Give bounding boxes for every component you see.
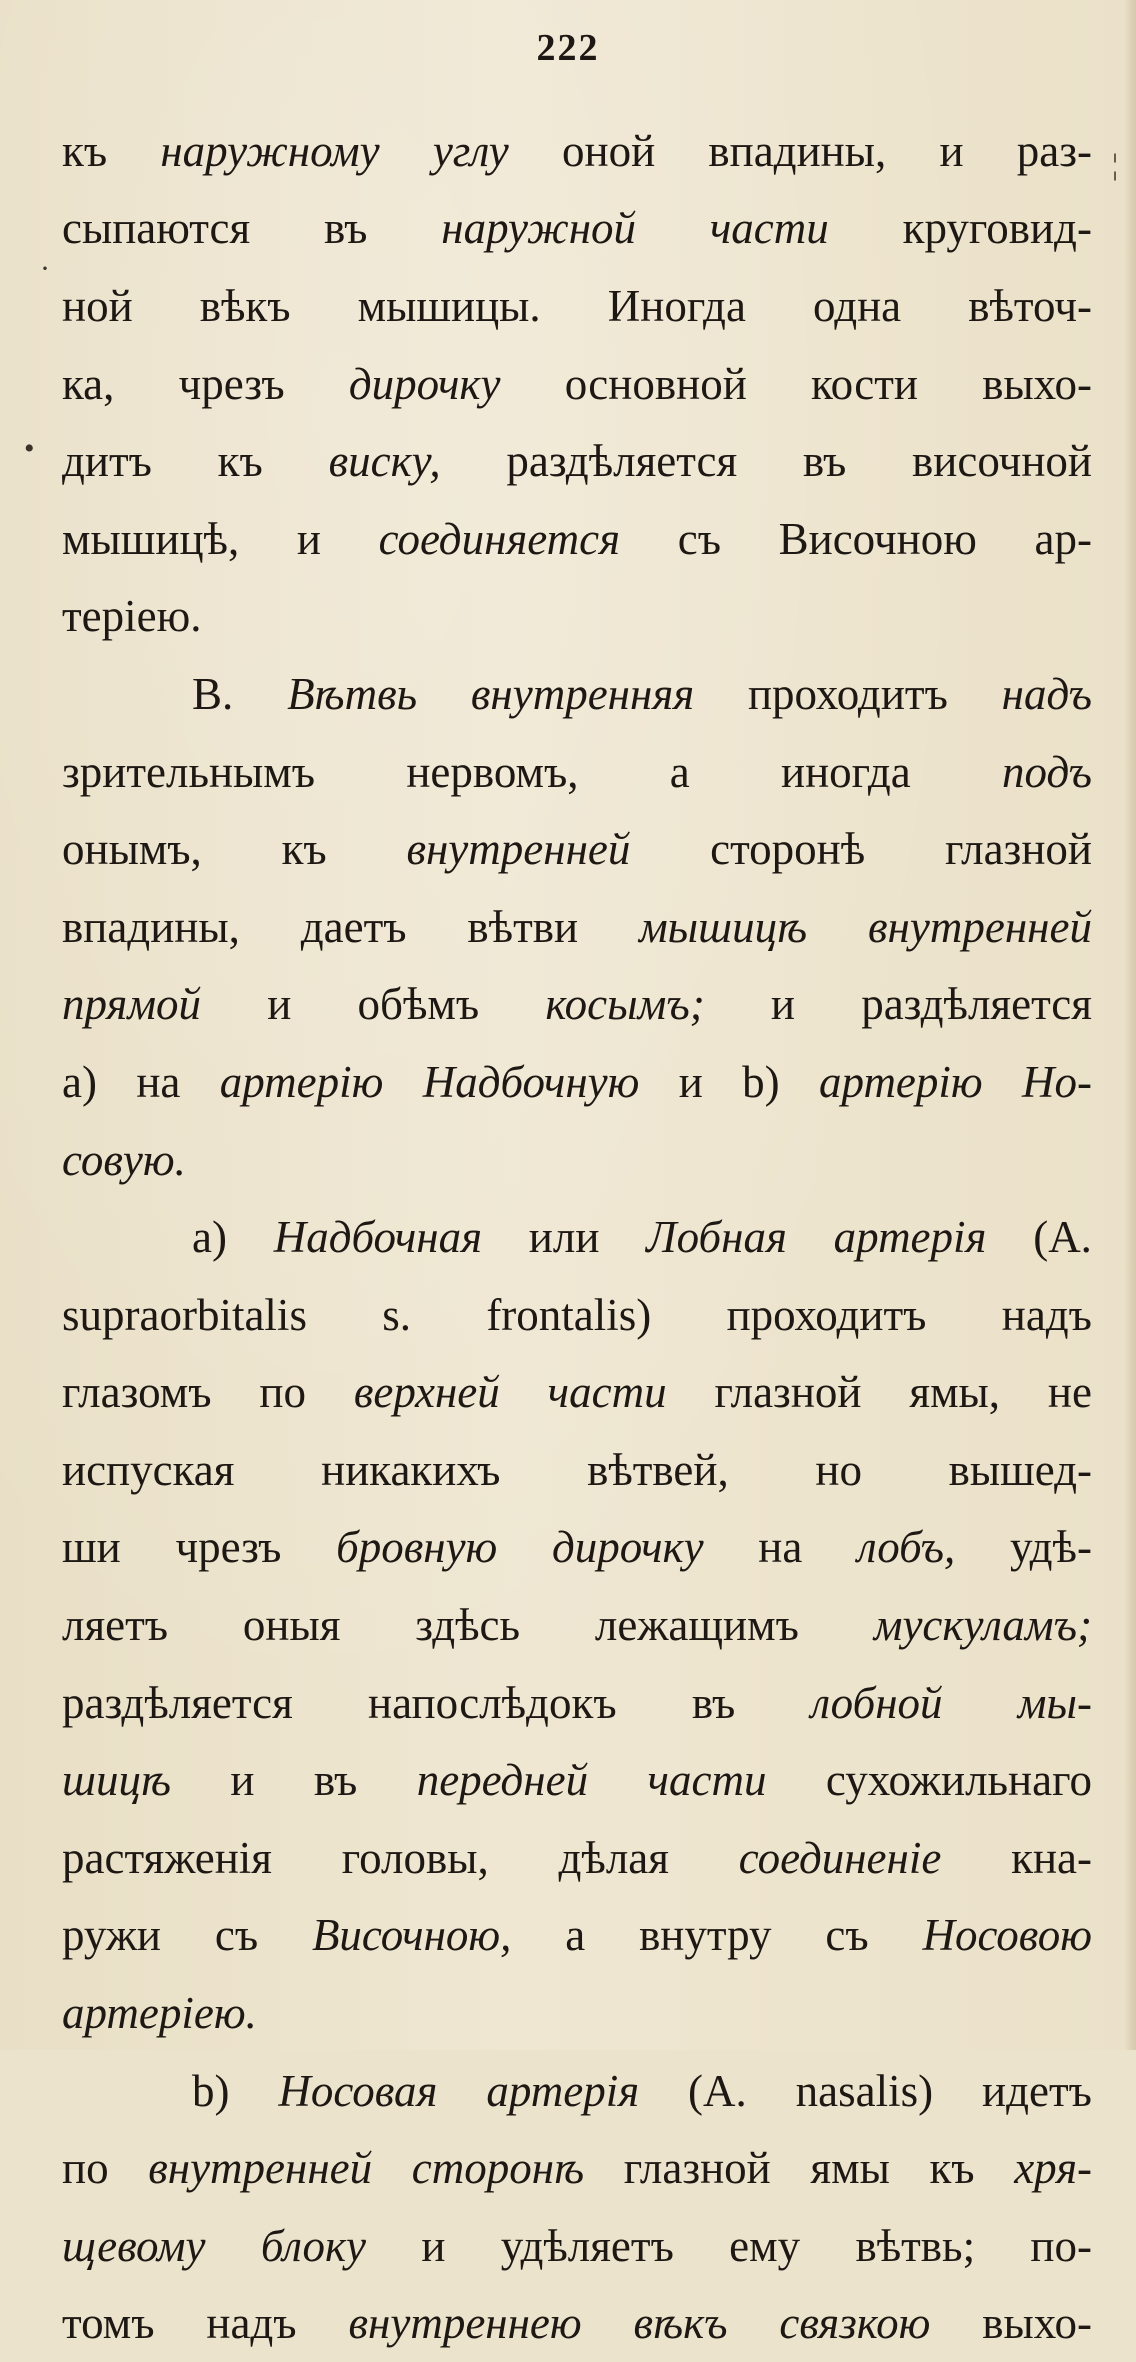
- word: ши: [62, 1522, 121, 1573]
- word: даетъ: [300, 901, 407, 952]
- word: оныя: [242, 1600, 341, 1651]
- word: чрезъ: [178, 358, 285, 409]
- word: раздѣляется: [506, 436, 738, 487]
- text-line: [62, 345, 1092, 423]
- word: раздѣляется: [62, 1677, 293, 1728]
- word: выхо-: [982, 358, 1092, 409]
- text-line: [62, 1121, 1092, 1199]
- italic-word: внутренней: [868, 901, 1092, 952]
- word: а: [669, 746, 690, 797]
- text-line: [62, 1043, 1092, 1121]
- italic-word: блоку: [260, 2220, 367, 2271]
- word: оной: [561, 125, 656, 176]
- word: вышед-: [948, 1444, 1092, 1495]
- italic-word: дирочку: [551, 1522, 704, 1573]
- word: удѣляетъ: [500, 2220, 674, 2271]
- italic-word: Надбочная: [273, 1212, 483, 1263]
- word: чрезъ: [175, 1522, 282, 1573]
- word: испуская: [62, 1444, 235, 1495]
- word: лежащимъ: [594, 1600, 799, 1651]
- italic-word: связкою: [779, 2298, 931, 2349]
- word: вѣтвь;: [855, 2220, 976, 2271]
- text-line: [62, 112, 1092, 190]
- italic-word: части: [547, 1367, 667, 1418]
- word: съ: [677, 513, 721, 564]
- word: раздѣляется: [861, 979, 1092, 1030]
- word: supraorbitalis: [62, 1289, 307, 1340]
- italic-word: углу: [432, 125, 509, 176]
- word: но: [815, 1444, 862, 1495]
- word: frontalis): [486, 1289, 652, 1340]
- word: выхо-: [982, 2298, 1092, 2349]
- italic-word: подъ: [1002, 746, 1092, 797]
- italic-word: вѣкъ: [633, 2298, 728, 2349]
- text-line: [62, 1509, 1092, 1587]
- word: одна: [813, 280, 902, 331]
- word: мышицѣ,: [62, 513, 240, 564]
- word: и: [770, 979, 795, 1030]
- word: и: [421, 2220, 446, 2271]
- text-line: [62, 2207, 1092, 2285]
- word: (A.: [1033, 1212, 1092, 1263]
- word: въ: [691, 1677, 736, 1728]
- word: дитъ: [62, 436, 152, 487]
- word: вѣтви: [467, 901, 579, 952]
- word: ямы: [810, 2143, 890, 2194]
- word: b): [192, 2065, 230, 2116]
- italic-word: артеріею.: [62, 1988, 257, 2039]
- text-line: [62, 1741, 1092, 1819]
- stray-bar-mark: ¦: [1112, 148, 1119, 181]
- word: идетъ: [982, 2065, 1092, 2116]
- italic-word: Надбочную: [422, 1056, 640, 1107]
- word: вѣкъ: [199, 280, 291, 331]
- word: по: [62, 2143, 109, 2194]
- italic-word: верхней: [353, 1367, 500, 1418]
- word: глазной: [714, 1367, 862, 1418]
- italic-word: Носовая: [278, 2065, 438, 2116]
- word: дѣлая: [558, 1832, 669, 1883]
- word: Височною: [778, 513, 977, 564]
- text-line: [62, 810, 1092, 888]
- word: по-: [1030, 2220, 1092, 2271]
- body-text: [62, 112, 1092, 2362]
- word: проходитъ: [726, 1289, 927, 1340]
- word: b): [742, 1056, 780, 1107]
- italic-word: прямой: [62, 979, 202, 1030]
- stray-dot-mark: •: [24, 432, 35, 465]
- word: и: [230, 1755, 255, 1806]
- italic-word: дирочку: [348, 358, 501, 409]
- word: съ: [214, 1910, 259, 1961]
- word: мышицы.: [357, 280, 541, 331]
- italic-word: соединеніе: [738, 1832, 942, 1883]
- text-line: [62, 1664, 1092, 1742]
- word: основной: [564, 358, 747, 409]
- text-line: [62, 888, 1092, 966]
- word: томъ: [62, 2298, 155, 2349]
- word: и: [678, 1056, 703, 1107]
- word: Иногда: [607, 280, 746, 331]
- word: въ: [324, 203, 368, 254]
- word: сыпаются: [62, 203, 251, 254]
- text-line: [62, 1354, 1092, 1432]
- word: височной: [912, 436, 1092, 487]
- word: надъ: [1001, 1289, 1092, 1340]
- word: онымъ,: [62, 824, 202, 875]
- italic-word: шицѣ: [62, 1755, 171, 1806]
- word: или: [528, 1212, 600, 1263]
- word: a): [192, 1212, 227, 1263]
- italic-word: артерія: [486, 2065, 640, 2116]
- word: внутру: [639, 1910, 772, 1961]
- word: головы,: [341, 1832, 489, 1883]
- text-line: [62, 1586, 1092, 1664]
- word: сухожильнаго: [825, 1755, 1092, 1806]
- italic-word: лобной: [810, 1677, 943, 1728]
- word: a): [62, 1056, 97, 1107]
- italic-word: внутренняя: [470, 668, 695, 719]
- word: съ: [825, 1910, 869, 1961]
- text-line: [62, 2285, 1092, 2362]
- word: ка,: [62, 358, 115, 409]
- italic-word: совую.: [62, 1134, 186, 1185]
- word: раз-: [1016, 125, 1092, 176]
- word: сторонѣ: [710, 824, 866, 875]
- word: ему: [729, 2220, 801, 2271]
- text-line: [62, 2129, 1092, 2207]
- italic-word: соединяется: [378, 513, 621, 564]
- text-line: [62, 1276, 1092, 1354]
- word: никакихъ: [321, 1444, 501, 1495]
- word: къ: [62, 125, 108, 176]
- italic-word: внутреннею: [348, 2298, 582, 2349]
- text-line: [62, 2052, 1092, 2130]
- word: впадины,: [62, 901, 240, 952]
- word: обѣмъ: [357, 979, 480, 1030]
- word: здѣсь: [415, 1600, 521, 1651]
- italic-word: хря-: [1014, 2143, 1092, 2194]
- word: глазомъ: [62, 1367, 212, 1418]
- word: ной: [62, 280, 133, 331]
- italic-word: косымъ;: [545, 979, 705, 1030]
- word: по: [259, 1367, 306, 1418]
- word: вѣтвей,: [587, 1444, 729, 1495]
- italic-word: Височною,: [311, 1910, 512, 1961]
- text-line: [62, 1819, 1092, 1897]
- word: (A.: [688, 2065, 747, 2116]
- text-line: [62, 578, 1092, 656]
- italic-word: мышицѣ: [638, 901, 808, 952]
- text-line: [62, 733, 1092, 811]
- italic-word: щевому: [62, 2220, 206, 2271]
- word: зрительнымъ: [62, 746, 316, 797]
- word: къ: [217, 436, 263, 487]
- word: теріею.: [62, 591, 202, 642]
- word: въ: [313, 1755, 358, 1806]
- text-line: [62, 1431, 1092, 1509]
- italic-word: Но-: [1022, 1056, 1092, 1107]
- italic-word: бровную: [336, 1522, 498, 1573]
- italic-word: части: [709, 203, 829, 254]
- page-edge-shadow: [1124, 0, 1136, 2050]
- stray-dot-mark: ·: [40, 252, 50, 285]
- word: глазной: [623, 2143, 771, 2194]
- word: нервомъ,: [406, 746, 579, 797]
- text-line: [62, 1974, 1092, 2052]
- text-line: [62, 966, 1092, 1044]
- italic-word: виску,: [328, 436, 441, 487]
- italic-word: мускуламъ;: [873, 1600, 1092, 1651]
- italic-word: передней: [416, 1755, 589, 1806]
- text-line: [62, 1897, 1092, 1975]
- word: кости: [811, 358, 918, 409]
- word: иногда: [781, 746, 911, 797]
- text-line: [62, 1198, 1092, 1276]
- word: на: [758, 1522, 803, 1573]
- italic-word: сторонѣ: [411, 2143, 585, 2194]
- word: въ: [802, 436, 847, 487]
- text-line: [62, 190, 1092, 268]
- word: и: [939, 125, 964, 176]
- word: а: [565, 1910, 586, 1961]
- text-line: [62, 267, 1092, 345]
- word: не: [1047, 1367, 1092, 1418]
- word: растяженія: [62, 1832, 272, 1883]
- word: s.: [382, 1289, 412, 1340]
- italic-word: Вѣтвь: [287, 668, 418, 719]
- word: ляетъ: [62, 1600, 169, 1651]
- word: и: [296, 513, 321, 564]
- word: круговид-: [902, 203, 1092, 254]
- italic-word: мы-: [1017, 1677, 1092, 1728]
- word: кна-: [1011, 1832, 1092, 1883]
- word: удѣ-: [1009, 1522, 1092, 1573]
- italic-word: артерію: [819, 1056, 983, 1107]
- italic-word: артерію: [219, 1056, 384, 1107]
- italic-word: части: [647, 1755, 767, 1806]
- word: и: [267, 979, 292, 1030]
- italic-word: внутренней: [148, 2143, 373, 2194]
- word: ямы,: [909, 1367, 1001, 1418]
- word: къ: [281, 824, 327, 875]
- word: вѣточ-: [968, 280, 1092, 331]
- italic-word: Лобная: [646, 1212, 787, 1263]
- word: ар-: [1034, 513, 1092, 564]
- italic-word: наружному: [160, 125, 380, 176]
- italic-word: артерія: [833, 1212, 987, 1263]
- text-line: [62, 422, 1092, 500]
- word: надъ: [206, 2298, 297, 2349]
- word: nasalis): [795, 2065, 934, 2116]
- word: впадины,: [708, 125, 887, 176]
- italic-word: лобъ,: [857, 1522, 956, 1573]
- word: на: [136, 1056, 181, 1107]
- italic-word: надъ: [1001, 668, 1092, 719]
- italic-word: наружной: [441, 203, 637, 254]
- word: B.: [192, 668, 234, 719]
- word: проходитъ: [747, 668, 948, 719]
- italic-word: внутренней: [406, 824, 631, 875]
- word: къ: [929, 2143, 975, 2194]
- text-line: [62, 655, 1092, 733]
- word: ружи: [62, 1910, 161, 1961]
- page-number: 222: [536, 27, 600, 69]
- word: напослѣдокъ: [368, 1677, 617, 1728]
- word: глазной: [944, 824, 1092, 875]
- text-line: [62, 500, 1092, 578]
- italic-word: Носовою: [922, 1910, 1092, 1961]
